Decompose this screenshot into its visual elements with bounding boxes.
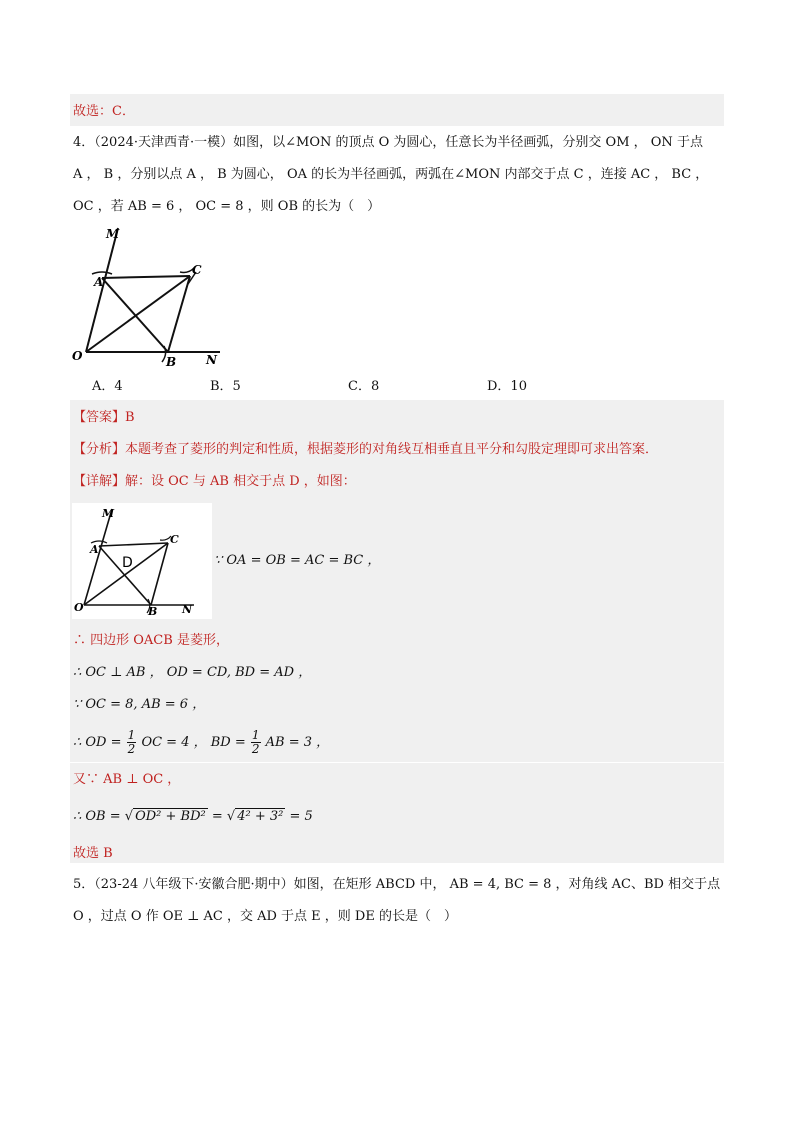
- label-o-2: O: [74, 601, 84, 614]
- given-values-line: ∵ OC = 8, AB = 6 ，: [73, 697, 206, 712]
- q4-line-1: 4．（2024·天津西青·一模）如图，以∠MON 的顶点 O 为圆心，任意长为半径画弧，分别交 OM ， ON 于点: [73, 135, 703, 150]
- option-d: D．10: [487, 379, 527, 394]
- bd-suffix: AB = 3 ，: [265, 735, 330, 750]
- side-cb-2: [151, 543, 168, 605]
- diagonal-ab: [102, 278, 168, 352]
- rhombus-conclusion: [73, 632, 229, 650]
- ob-prefix: ∴ OB =: [73, 809, 121, 824]
- q4-rhombus-figure: [70, 222, 230, 372]
- sqrt-sign-1: √: [124, 809, 134, 824]
- ob-computation: [73, 808, 313, 826]
- detail-rhombus-figure: [72, 503, 212, 619]
- answer-line: 【答案】B: [73, 410, 135, 425]
- q4-line-3: OC ，若 AB = 6 ， OC = 8 ，则 OB 的长为（ ）: [73, 199, 381, 214]
- half-fraction-2: [251, 729, 261, 756]
- label-n: N: [206, 353, 217, 367]
- label-m: M: [106, 227, 120, 241]
- label-c: C: [192, 263, 202, 277]
- ob-equals: =: [211, 809, 223, 824]
- option-c: C．8: [348, 379, 380, 394]
- arc-at-a: [92, 272, 112, 274]
- q5-line-1: 5．（23-24 八年级下·安徽合肥·期中）如图，在矩形 ABCD 中， AB = 4, BC = 8 ，对角线 AC、BD 相交于点: [73, 877, 721, 892]
- frac-den-1: 2: [127, 742, 136, 756]
- sqrt-sign-2: √: [226, 809, 236, 824]
- q5-line-2: O ，过点 O 作 OE ⊥ AC ，交 AD 于点 E ，则 DE 的长是（ ）: [73, 909, 457, 924]
- again-text: 又∵ AB ⊥ OC ，: [73, 772, 181, 787]
- q4-line-2: A ， B ，分别以点 A ， B 为圆心， OA 的长为半径画弧，两弧在∠MON 内部交于点 C ，连接 AC ， BC ，: [73, 167, 709, 182]
- q3-answer-background: [70, 94, 724, 126]
- label-m-2: M: [102, 507, 115, 520]
- perpendicular-line: ∴ OC ⊥ AB ， OD = CD, BD = AD ，: [73, 665, 312, 680]
- analysis-line: 【分析】本题考查了菱形的判定和性质，根据菱形的对角线互相垂直且平分和勾股定理即可求出答案．: [73, 442, 659, 457]
- equal-sides-statement: ∵ OA = OB = AC = BC ，: [214, 553, 381, 568]
- sqrt-content-2: 4² + 3²: [237, 809, 284, 824]
- label-b-2: B: [148, 605, 158, 618]
- half-fraction-1: [127, 729, 137, 756]
- od-prefix: ∴ OD =: [73, 735, 122, 750]
- side-cb: [168, 276, 190, 352]
- label-o: O: [72, 349, 83, 363]
- final-choice: 故选 B: [73, 846, 113, 861]
- again-perpendicular: [73, 771, 180, 789]
- frac-den-2: 2: [251, 742, 260, 756]
- od-mid: OC = 4 ， BD =: [141, 735, 246, 750]
- label-b: B: [166, 355, 177, 369]
- label-c-2: C: [170, 533, 179, 546]
- sqrt-content-1: OD² + BD²: [135, 809, 206, 824]
- frac-num-2: 1: [251, 728, 260, 742]
- option-b: B．5: [210, 379, 241, 394]
- od-bd-computation: [73, 728, 329, 758]
- label-a: A: [94, 275, 104, 289]
- q3-final-choice: 故选：C．: [73, 104, 135, 119]
- ob-result: = 5: [289, 809, 313, 824]
- label-n-2: N: [182, 603, 193, 616]
- label-d-2: D: [122, 555, 133, 571]
- option-a: A．4: [92, 379, 123, 394]
- side-ac: [102, 276, 190, 278]
- label-a-2: A: [90, 543, 99, 556]
- detail-line: 【详解】解：设 OC 与 AB 相交于点 D ，如图：: [73, 474, 356, 489]
- rhombus-conclusion-text: ∴ 四边形 OACB 是菱形，: [73, 633, 229, 648]
- frac-num-1: 1: [127, 728, 136, 742]
- side-ac-2: [99, 543, 168, 546]
